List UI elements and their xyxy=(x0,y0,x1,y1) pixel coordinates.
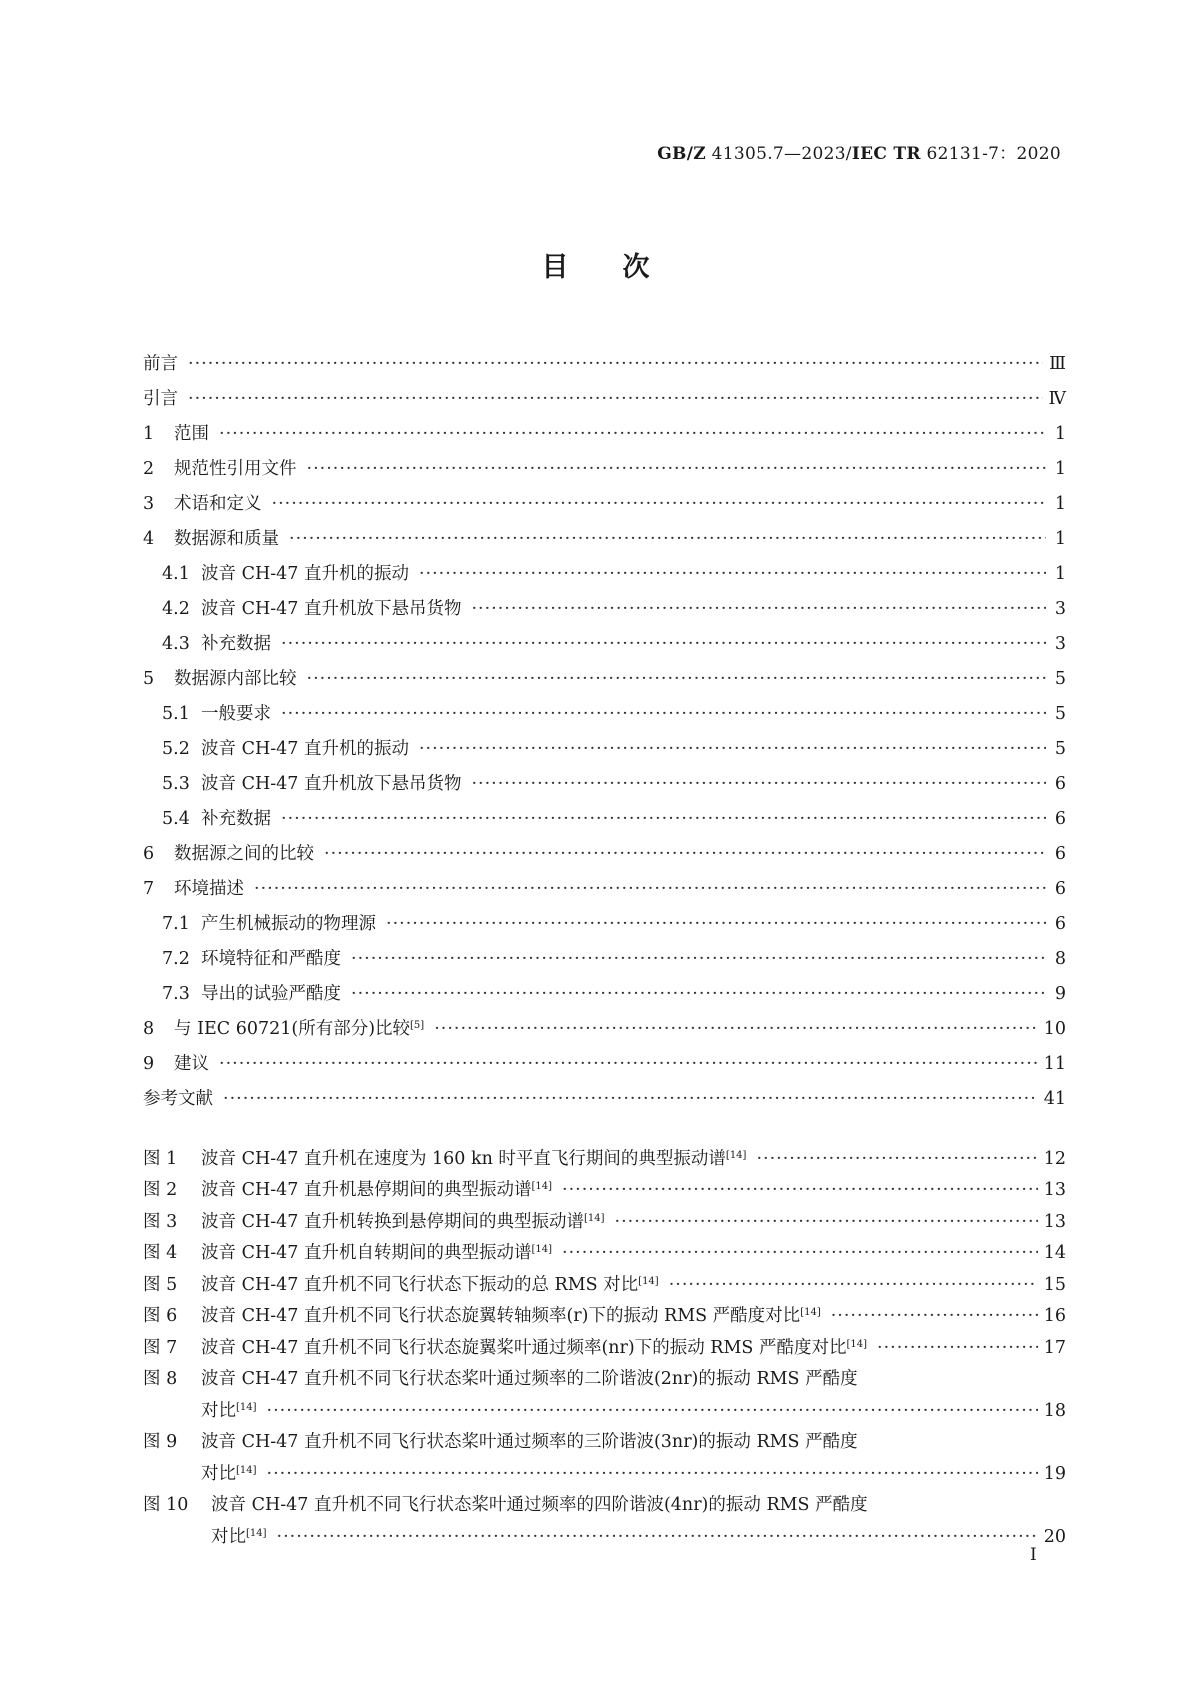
figure-page: 18 xyxy=(1043,1400,1066,1421)
toc-entry-number: 7.3 xyxy=(162,984,190,1004)
toc-entry-page: 1 xyxy=(1054,459,1066,479)
toc-entry-label: 产生机械振动的物理源 xyxy=(201,914,376,934)
figure-caption: 波音 CH-47 直升机自转期间的典型振动谱 xyxy=(201,1243,532,1263)
figure-entry[interactable] xyxy=(143,1422,1066,1485)
toc-entry[interactable] xyxy=(143,865,1066,900)
toc-entry-label: 环境特征和严酷度 xyxy=(201,949,341,969)
figure-caption: 波音 CH-47 直升机不同飞行状态桨叶通过频率的三阶谐波(3nr)的振动 RMS 严酷度 xyxy=(201,1432,858,1452)
toc-entry-page: 5 xyxy=(1054,739,1066,759)
citation-ref: [14] xyxy=(236,1464,257,1476)
toc-entry-label: 数据源内部比较 xyxy=(174,669,297,689)
figure-entry[interactable] xyxy=(143,1264,1066,1296)
citation-ref: [14] xyxy=(236,1401,257,1413)
dot-leader xyxy=(419,738,1046,760)
figure-page: 16 xyxy=(1043,1306,1066,1326)
toc-entry-number: 7 xyxy=(143,879,155,899)
toc-entry-label: 引言 xyxy=(143,389,178,409)
figure-number: 图 8 xyxy=(143,1369,178,1389)
dot-leader xyxy=(562,1179,1038,1201)
dot-leader xyxy=(267,1463,1038,1485)
toc-entry[interactable] xyxy=(143,795,1066,830)
toc-entry-page: 3 xyxy=(1054,634,1066,654)
dot-leader xyxy=(281,808,1046,830)
figure-number: 图 1 xyxy=(143,1148,178,1169)
dot-leader xyxy=(272,493,1047,515)
dot-leader xyxy=(386,913,1046,935)
figure-number: 图 3 xyxy=(143,1211,178,1232)
figure-number: 图 9 xyxy=(143,1432,178,1452)
toc-entry-page: 6 xyxy=(1054,914,1066,934)
figure-entry[interactable] xyxy=(143,1170,1066,1202)
toc-entry-page: Ⅳ xyxy=(1048,389,1066,409)
dot-leader xyxy=(281,633,1046,655)
dot-leader xyxy=(281,703,1046,725)
dot-leader xyxy=(219,1053,1038,1075)
dot-leader xyxy=(669,1274,1038,1296)
citation-ref: [14] xyxy=(583,1212,605,1224)
page-title: 目次 xyxy=(541,252,704,283)
toc-entry-label: 参考文献 xyxy=(143,1089,213,1109)
toc-entry[interactable] xyxy=(143,585,1066,620)
toc-entry-page: 5 xyxy=(1054,704,1066,724)
figure-entry[interactable] xyxy=(143,1201,1066,1233)
figure-page: 17 xyxy=(1043,1337,1066,1358)
citation-ref: [5] xyxy=(410,1020,425,1031)
list-of-figures xyxy=(143,1138,1066,1548)
dot-leader xyxy=(254,878,1046,900)
dot-leader xyxy=(188,388,1043,410)
figure-caption: 波音 CH-47 直升机悬停期间的典型振动谱 xyxy=(201,1180,532,1200)
toc-entry-label: 环境描述 xyxy=(174,879,244,899)
toc-entry[interactable] xyxy=(143,1040,1066,1075)
dot-leader xyxy=(351,983,1046,1005)
toc-entry-label: 数据源之间的比较 xyxy=(174,844,314,864)
toc-entry-page: 1 xyxy=(1054,494,1066,514)
dot-leader xyxy=(615,1211,1038,1233)
toc-entry-label: 与 IEC 60721(所有部分)比较 xyxy=(174,1019,411,1039)
toc-entry-page: 6 xyxy=(1054,809,1066,829)
figure-entry[interactable] xyxy=(143,1485,1066,1548)
figure-page: 19 xyxy=(1043,1463,1066,1484)
toc-entry[interactable] xyxy=(143,445,1066,480)
toc-entry[interactable] xyxy=(143,1005,1066,1040)
toc-entry-number: 4 xyxy=(143,529,155,549)
toc-entry-number: 3 xyxy=(143,494,155,514)
toc-entry-label: 波音 CH-47 直升机的振动 xyxy=(201,564,409,584)
toc-entry-number: 4.1 xyxy=(162,564,190,584)
citation-ref: [14] xyxy=(800,1307,821,1318)
dot-leader xyxy=(471,598,1046,620)
toc-entry-label: 规范性引用文件 xyxy=(174,459,297,479)
figure-number: 图 4 xyxy=(143,1243,178,1263)
table-of-contents xyxy=(143,340,1066,1548)
toc-entry[interactable] xyxy=(143,655,1066,690)
figure-caption: 波音 CH-47 直升机在速度为 160 kn 时平直飞行期间的典型振动谱 xyxy=(201,1148,726,1169)
toc-entry-label: 补充数据 xyxy=(201,809,271,829)
dot-leader xyxy=(307,458,1047,480)
figure-caption: 波音 CH-47 直升机不同飞行状态桨叶通过频率的四阶谐波(4nr)的振动 RMS 严酷度 xyxy=(211,1495,868,1515)
toc-entry-label: 范围 xyxy=(174,424,209,444)
figure-page: 12 xyxy=(1043,1148,1066,1169)
toc-entry-label: 导出的试验严酷度 xyxy=(201,984,341,1004)
toc-entry[interactable] xyxy=(143,830,1066,865)
toc-entry-label: 补充数据 xyxy=(201,634,271,654)
toc-entry[interactable] xyxy=(143,620,1066,655)
toc-entry-page: 1 xyxy=(1054,424,1066,444)
toc-entry[interactable] xyxy=(143,935,1066,970)
figure-entry[interactable] xyxy=(143,1296,1066,1328)
figure-page: 15 xyxy=(1043,1274,1066,1295)
dot-leader xyxy=(277,1526,1038,1548)
toc-entry[interactable] xyxy=(143,375,1066,410)
toc-entry-number: 7.1 xyxy=(162,914,190,934)
toc-entry-page: 41 xyxy=(1043,1089,1066,1109)
dot-leader xyxy=(188,353,1043,375)
toc-entry-label: 一般要求 xyxy=(201,704,271,724)
figure-caption: 波音 CH-47 直升机不同飞行状态旋翼转轴频率(r)下的振动 RMS 严酷度对比 xyxy=(201,1306,801,1326)
toc-entry-label: 建议 xyxy=(174,1054,209,1074)
page-number: Ⅰ xyxy=(1030,1545,1037,1565)
figure-caption: 波音 CH-47 直升机不同飞行状态下振动的总 RMS 对比 xyxy=(201,1274,639,1295)
toc-entry[interactable] xyxy=(143,760,1066,795)
toc-entry[interactable] xyxy=(143,340,1066,375)
citation-ref: [14] xyxy=(531,1244,552,1255)
toc-entry-label: 波音 CH-47 直升机的振动 xyxy=(201,739,409,759)
toc-entry-page: 9 xyxy=(1054,984,1066,1004)
toc-entry[interactable] xyxy=(143,725,1066,760)
figure-number: 图 2 xyxy=(143,1180,178,1200)
dot-leader xyxy=(562,1242,1038,1264)
figure-entry[interactable] xyxy=(143,1233,1066,1265)
toc-entry-number: 7.2 xyxy=(162,949,190,969)
dot-leader xyxy=(351,948,1046,970)
dot-leader xyxy=(267,1400,1038,1422)
figure-caption-continued: 对比 xyxy=(201,1463,236,1484)
dot-leader xyxy=(434,1018,1038,1040)
figure-page: 13 xyxy=(1043,1180,1066,1200)
toc-entry-page: 11 xyxy=(1043,1054,1066,1074)
toc-entry[interactable] xyxy=(143,690,1066,725)
toc-entry-page: Ⅲ xyxy=(1049,354,1066,374)
toc-entry[interactable] xyxy=(143,515,1066,550)
toc-entry-number: 5 xyxy=(143,669,155,689)
figure-number: 图 10 xyxy=(143,1495,189,1515)
toc-entry-page: 6 xyxy=(1054,774,1066,794)
toc-entry[interactable] xyxy=(143,550,1066,585)
toc-entry[interactable] xyxy=(143,900,1066,935)
toc-entry-page: 1 xyxy=(1054,564,1066,584)
citation-ref: [14] xyxy=(846,1338,867,1350)
toc-entry-label: 数据源和质量 xyxy=(174,529,279,549)
figure-caption-continued: 对比 xyxy=(211,1526,246,1547)
dot-leader xyxy=(223,1088,1038,1110)
document-standard-number: GB/Z 41305.7—2023/IEC TR 62131-7：2020 xyxy=(657,144,1061,164)
toc-entry-page: 5 xyxy=(1054,669,1066,689)
toc-entry-page: 6 xyxy=(1054,879,1066,899)
figure-number: 图 5 xyxy=(143,1274,178,1295)
figure-caption-continued: 对比 xyxy=(201,1400,236,1421)
dot-leader xyxy=(324,843,1046,865)
figure-number: 图 7 xyxy=(143,1337,178,1358)
dot-leader xyxy=(756,1148,1037,1170)
toc-entry-label: 前言 xyxy=(143,354,178,374)
dot-leader xyxy=(307,668,1047,690)
toc-entry[interactable] xyxy=(143,1075,1066,1110)
dot-leader xyxy=(419,563,1046,585)
toc-entry-label: 波音 CH-47 直升机放下悬吊货物 xyxy=(201,774,462,794)
toc-entry-number: 4.3 xyxy=(162,634,190,654)
citation-ref: [14] xyxy=(246,1527,267,1539)
toc-entry-number: 9 xyxy=(143,1054,155,1074)
toc-entry-page: 8 xyxy=(1054,949,1066,969)
toc-entry-page: 1 xyxy=(1054,529,1066,549)
figure-page: 20 xyxy=(1043,1526,1066,1547)
toc-entry-page: 10 xyxy=(1043,1019,1066,1039)
toc-entry-number: 5.3 xyxy=(162,774,190,794)
dot-leader xyxy=(831,1305,1038,1327)
toc-entry-page: 3 xyxy=(1054,599,1066,619)
dot-leader xyxy=(219,423,1046,445)
toc-entry-number: 5.1 xyxy=(162,704,190,724)
toc-entry-number: 4.2 xyxy=(162,599,190,619)
toc-entry-number: 5.4 xyxy=(162,809,190,829)
figure-page: 13 xyxy=(1043,1211,1066,1232)
toc-entry-page: 6 xyxy=(1054,844,1066,864)
figure-entry[interactable] xyxy=(143,1138,1066,1170)
figure-caption: 波音 CH-47 直升机不同飞行状态旋翼桨叶通过频率(nr)下的振动 RMS 严酷度对比 xyxy=(201,1337,847,1358)
dot-leader xyxy=(289,528,1046,550)
figure-page: 14 xyxy=(1043,1243,1066,1263)
toc-entry-number: 1 xyxy=(143,424,155,444)
toc-entry-label: 术语和定义 xyxy=(174,494,262,514)
figure-caption: 波音 CH-47 直升机转换到悬停期间的典型振动谱 xyxy=(201,1211,584,1232)
toc-entry-number: 2 xyxy=(143,459,155,479)
figure-number: 图 6 xyxy=(143,1306,178,1326)
citation-ref: [14] xyxy=(638,1275,659,1287)
figure-caption: 波音 CH-47 直升机不同飞行状态桨叶通过频率的二阶谐波(2nr)的振动 RMS 严酷度 xyxy=(201,1369,858,1389)
toc-entry-label: 波音 CH-47 直升机放下悬吊货物 xyxy=(201,599,462,619)
toc-entry[interactable] xyxy=(143,480,1066,515)
citation-ref: [14] xyxy=(531,1181,552,1192)
toc-entry-number: 8 xyxy=(143,1019,155,1039)
toc-entry-number: 6 xyxy=(143,844,155,864)
dot-leader xyxy=(471,773,1046,795)
toc-entry[interactable] xyxy=(143,970,1066,1005)
toc-entry[interactable] xyxy=(143,410,1066,445)
figure-entry[interactable] xyxy=(143,1359,1066,1422)
figure-entry[interactable] xyxy=(143,1327,1066,1359)
toc-entry-number: 5.2 xyxy=(162,739,190,759)
citation-ref: [14] xyxy=(725,1149,747,1161)
dot-leader xyxy=(877,1337,1038,1359)
